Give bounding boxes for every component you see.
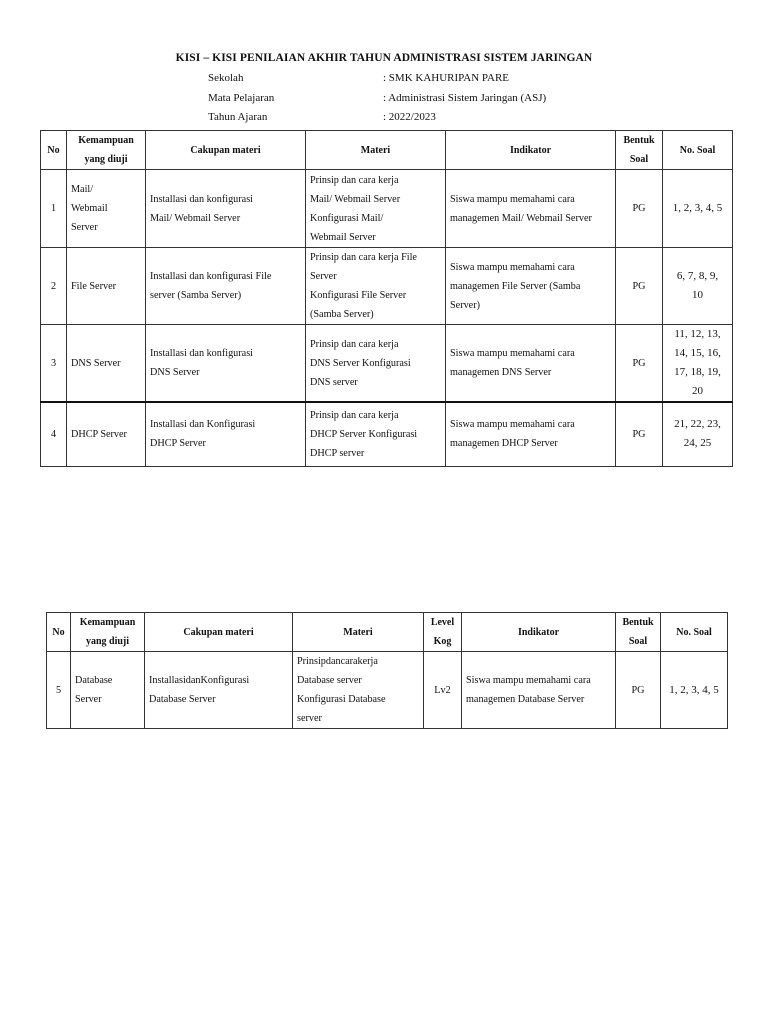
cell-nosoal: 6, 7, 8, 9, 10 xyxy=(663,248,733,325)
kisi-table-2 xyxy=(46,612,728,729)
cell-cakupan: Installasi dan konfigurasi Mail/ Webmail Server xyxy=(146,170,306,248)
cell-materi: Prinsip dan cara kerja File Server Konfigurasi File Server (Samba Server) xyxy=(306,248,446,325)
cell-nosoal: 1, 2, 3, 4, 5 xyxy=(663,170,733,248)
meta-sekolah xyxy=(208,72,608,88)
cell-no: 1 xyxy=(41,170,67,248)
cell-cakupan: Installasi dan Konfigurasi DHCP Server xyxy=(146,402,306,466)
cell-materi: Prinsipdancarakerja Database server Konfigurasi Database server xyxy=(293,652,424,729)
meta-value: : 2022/2023 xyxy=(383,111,436,123)
document-title: KISI – KISI PENILAIAN AKHIR TAHUN ADMINISTRASI SISTEM JARINGAN xyxy=(175,52,593,64)
meta-label: Sekolah xyxy=(208,72,244,84)
header-nosoal: No. Soal xyxy=(661,613,728,652)
meta-mata-pelajaran xyxy=(208,92,608,108)
table-row xyxy=(47,652,728,729)
cell-bentuk: PG xyxy=(616,652,661,729)
cell-materi: Prinsip dan cara kerja Mail/ Webmail Server Konfigurasi Mail/ Webmail Server xyxy=(306,170,446,248)
kisi-table-1 xyxy=(40,130,733,467)
meta-value: : SMK KAHURIPAN PARE xyxy=(383,72,510,84)
cell-indikator: Siswa mampu memahami cara managemen Database Server xyxy=(462,652,616,729)
cell-kemampuan: DHCP Server xyxy=(67,402,146,466)
header-kemampuan: Kemampuan yang diuji xyxy=(71,613,145,652)
cell-indikator: Siswa mampu memahami cara managemen DNS Server xyxy=(446,325,616,403)
cell-indikator: Siswa mampu memahami cara managemen File Server (Samba Server) xyxy=(446,248,616,325)
cell-level: Lv2 xyxy=(424,652,462,729)
table-header-row xyxy=(41,131,733,170)
header-bentuk: Bentuk Soal xyxy=(616,131,663,170)
header-indikator: Indikator xyxy=(462,613,616,652)
cell-nosoal: 21, 22, 23, 24, 25 xyxy=(663,402,733,466)
header-cakupan: Cakupan materi xyxy=(146,131,306,170)
cell-bentuk: PG xyxy=(616,248,663,325)
cell-kemampuan: Database Server xyxy=(71,652,145,729)
cell-no: 5 xyxy=(47,652,71,729)
cell-no: 4 xyxy=(41,402,67,466)
header-no: No xyxy=(41,131,67,170)
cell-materi: Prinsip dan cara kerja DHCP Server Konfigurasi DHCP server xyxy=(306,402,446,466)
cell-kemampuan: File Server xyxy=(67,248,146,325)
table-row xyxy=(41,170,733,248)
cell-nosoal: 1, 2, 3, 4, 5 xyxy=(661,652,728,729)
header-materi: Materi xyxy=(293,613,424,652)
table-row xyxy=(41,248,733,325)
cell-cakupan: Installasi dan konfigurasi File server (Samba Server) xyxy=(146,248,306,325)
header-materi: Materi xyxy=(306,131,446,170)
cell-bentuk: PG xyxy=(616,402,663,466)
table-row xyxy=(41,402,733,466)
table-header-row xyxy=(47,613,728,652)
cell-bentuk: PG xyxy=(616,170,663,248)
header-no: No xyxy=(47,613,71,652)
cell-no: 2 xyxy=(41,248,67,325)
header-cakupan: Cakupan materi xyxy=(145,613,293,652)
header-bentuk: Bentuk Soal xyxy=(616,613,661,652)
cell-kemampuan: DNS Server xyxy=(67,325,146,403)
cell-cakupan: Installasi dan konfigurasi DNS Server xyxy=(146,325,306,403)
header-nosoal: No. Soal xyxy=(663,131,733,170)
header-level: Level Kog xyxy=(424,613,462,652)
cell-no: 3 xyxy=(41,325,67,403)
meta-value: : Administrasi Sistem Jaringan (ASJ) xyxy=(383,92,547,104)
cell-indikator: Siswa mampu memahami cara managemen DHCP Server xyxy=(446,402,616,466)
cell-kemampuan: Mail/ Webmail Server xyxy=(67,170,146,248)
table-row xyxy=(41,325,733,403)
meta-tahun-ajaran xyxy=(208,111,608,127)
cell-materi: Prinsip dan cara kerja DNS Server Konfigurasi DNS server xyxy=(306,325,446,403)
cell-nosoal: 11, 12, 13, 14, 15, 16, 17, 18, 19, 20 xyxy=(663,325,733,403)
header-indikator: Indikator xyxy=(446,131,616,170)
cell-bentuk: PG xyxy=(616,325,663,403)
meta-label: Tahun Ajaran xyxy=(208,111,268,123)
cell-cakupan: InstallasidanKonfigurasi Database Server xyxy=(145,652,293,729)
cell-indikator: Siswa mampu memahami cara managemen Mail/ Webmail Server xyxy=(446,170,616,248)
header-kemampuan: Kemampuan yang diuji xyxy=(67,131,146,170)
meta-label: Mata Pelajaran xyxy=(208,92,275,104)
